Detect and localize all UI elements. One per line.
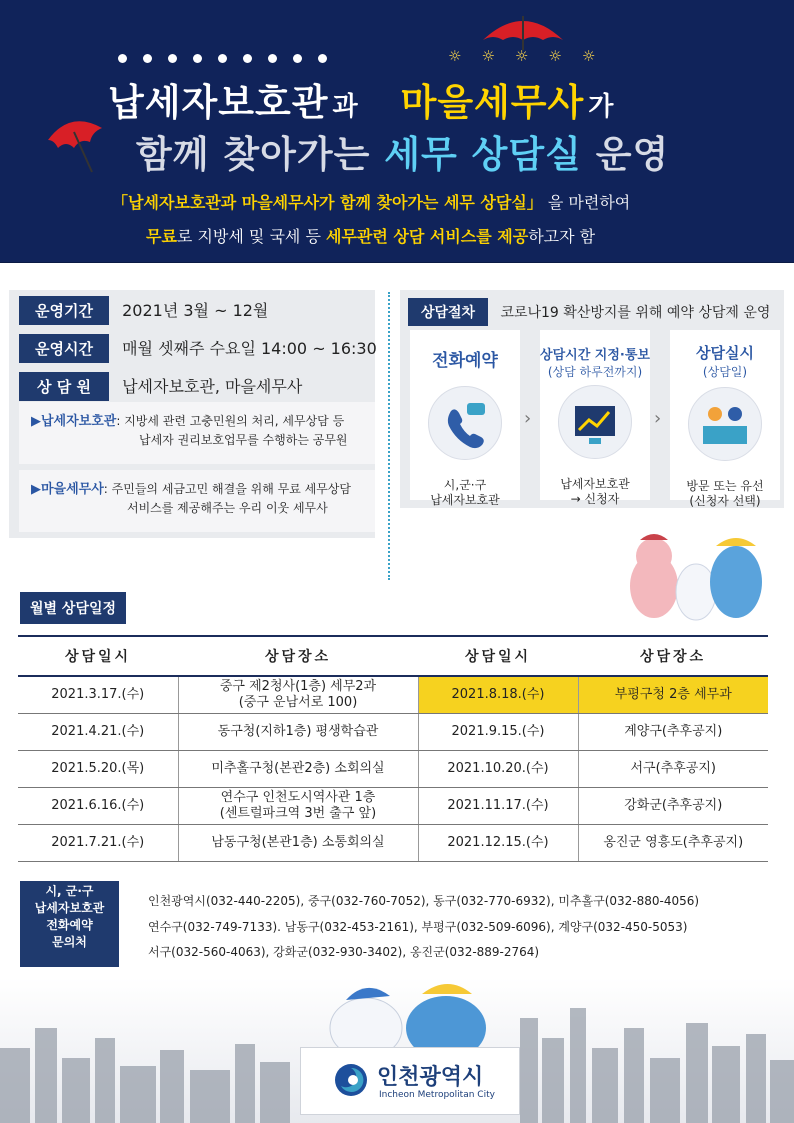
schedule-table bbox=[18, 635, 768, 862]
title-part-taxpayer-protector: 납세자보호관 bbox=[108, 81, 329, 124]
title-particle: 과 bbox=[332, 92, 359, 122]
header-date: 상담일시 bbox=[18, 636, 178, 676]
logo-english-text: Incheon Metropolitan City bbox=[379, 1090, 495, 1100]
subtitle-line2: 무료로 지방세 및 국세 등 세무관련 상담 서비스를 제공하고자 함 bbox=[146, 227, 596, 246]
umbrella-icon bbox=[478, 8, 568, 50]
schedule-board-icon bbox=[558, 385, 632, 459]
divider bbox=[388, 292, 390, 580]
table-row: 2021.6.16.(수) 연수구 인천도시역사관 1층 (센트럴파크역 3번 출구 앞) 2021.11.17.(수) 강화군(추후공지) bbox=[18, 788, 768, 825]
contact-line-1: 인천광역시(032-440-2205), 중구(032-760-7052), 동구(032-770-6932), 미추홀구(032-880-4056) bbox=[148, 894, 700, 908]
procedure-panel bbox=[400, 290, 784, 508]
header-place: 상담장소 bbox=[578, 636, 768, 676]
phone-icon bbox=[428, 386, 502, 460]
table-row: 2021.7.21.(수) 남동구청(본관1층) 소통회의실 2021.12.15.(수) 옹진군 영흥도(추후공지) bbox=[18, 825, 768, 862]
mascot-characters-illustration bbox=[612, 526, 772, 630]
title-line2-highlight: 세무 상담실 bbox=[384, 133, 582, 176]
staff-value: 납세자보호관, 마을세무사 bbox=[122, 377, 303, 396]
period-label: 운영기간 bbox=[19, 296, 109, 325]
header-place: 상담장소 bbox=[178, 636, 418, 676]
contact-label-box: 시, 군·구 납세자보호관 전화예약 문의처 bbox=[20, 881, 119, 967]
title-line2-lead: 함께 찾아가는 bbox=[136, 133, 371, 176]
schedule-section-title: 월별 상담일정 bbox=[20, 592, 126, 624]
contact-line-2: 연수구(032-749-7133). 남동구(032-453-2161), 부평구(032-509-6096), 계양구(032-450-5053) bbox=[148, 920, 688, 934]
step-phone-reservation: 전화예약 시,군·구 납세자보호관 bbox=[410, 330, 520, 500]
procedure-label: 상담절차 bbox=[408, 298, 488, 326]
table-header-row bbox=[18, 636, 768, 676]
sun-icon: ☼ bbox=[548, 47, 562, 65]
staff-label: 상 담 원 bbox=[19, 372, 109, 401]
chevron-right-icon: › bbox=[654, 408, 662, 429]
incheon-city-logo bbox=[300, 1047, 520, 1115]
chevron-right-icon: › bbox=[524, 408, 532, 429]
subtitle-line1: 「납세자보호관과 마을세무사가 함께 찾아가는 세무 상담실」 을 마련하여 bbox=[112, 193, 631, 212]
table-row: 2021.4.21.(수) 동구청(지하1층) 평생학습관 2021.9.15.(수) 계양구(추후공지) bbox=[18, 714, 768, 751]
header-date: 상담일시 bbox=[418, 636, 578, 676]
sun-icon: ☼ bbox=[514, 47, 529, 65]
title-particle: 가 bbox=[588, 92, 615, 122]
title-part-village-taxadvisor: 마을세무사 bbox=[400, 81, 585, 124]
table-row: 2021.5.20.(목) 미추홀구청(본관2층) 소회의실 2021.10.20.(수) 서구(추후공지) bbox=[18, 751, 768, 788]
title-line2-tail: 운영 bbox=[595, 133, 670, 176]
seal-mascots-illustration bbox=[326, 978, 496, 1058]
sun-icon: ☼ bbox=[448, 47, 462, 65]
logo-korean-text: 인천광역시 bbox=[377, 1065, 484, 1090]
umbrella-icon bbox=[40, 110, 110, 175]
dot-decoration bbox=[118, 48, 343, 67]
incheon-emblem-icon bbox=[333, 1062, 369, 1098]
step-schedule-notice: 상담시간 지정·통보 (상담 하루전까지) 납세자보호관 → 신청자 bbox=[540, 330, 650, 500]
time-value: 매월 셋째주 수요일 14:00 ~ 16:30 bbox=[122, 339, 377, 358]
definition-taxpayer-protector: ▶납세자보호관: 지방세 관련 고충민원의 처리, 세무상담 등 납세자 권리보호업무를 수행하는 공무원 bbox=[19, 402, 375, 464]
consultation-desk-icon bbox=[688, 387, 762, 461]
header-banner bbox=[0, 0, 794, 263]
info-panel bbox=[9, 290, 375, 538]
sun-icon: ☼ bbox=[581, 47, 596, 65]
period-value: 2021년 3월 ~ 12월 bbox=[122, 301, 269, 320]
time-label: 운영시간 bbox=[19, 334, 109, 363]
table-row: 2021.3.17.(수) 중구 제2청사(1층) 세무2과 (중구 운남서로 100) 2021.8.18.(수) 부평구청 2층 세무과 bbox=[18, 676, 768, 714]
definition-village-taxadvisor: ▶마을세무사: 주민들의 세금고민 해결을 위해 무료 세무상담 서비스를 제공해주는 우리 이웃 세무사 bbox=[19, 470, 375, 532]
sun-icon: ☼ bbox=[481, 47, 495, 65]
contact-line-3: 서구(032-560-4063), 강화군(032-930-3402), 옹진군(032-889-2764) bbox=[148, 945, 540, 959]
step-consultation: 상담실시 (상담일) 방문 또는 유선 (신청자 선택) bbox=[670, 330, 780, 500]
procedure-note: 코로나19 확산방지를 위해 예약 상담제 운영 bbox=[500, 305, 771, 321]
